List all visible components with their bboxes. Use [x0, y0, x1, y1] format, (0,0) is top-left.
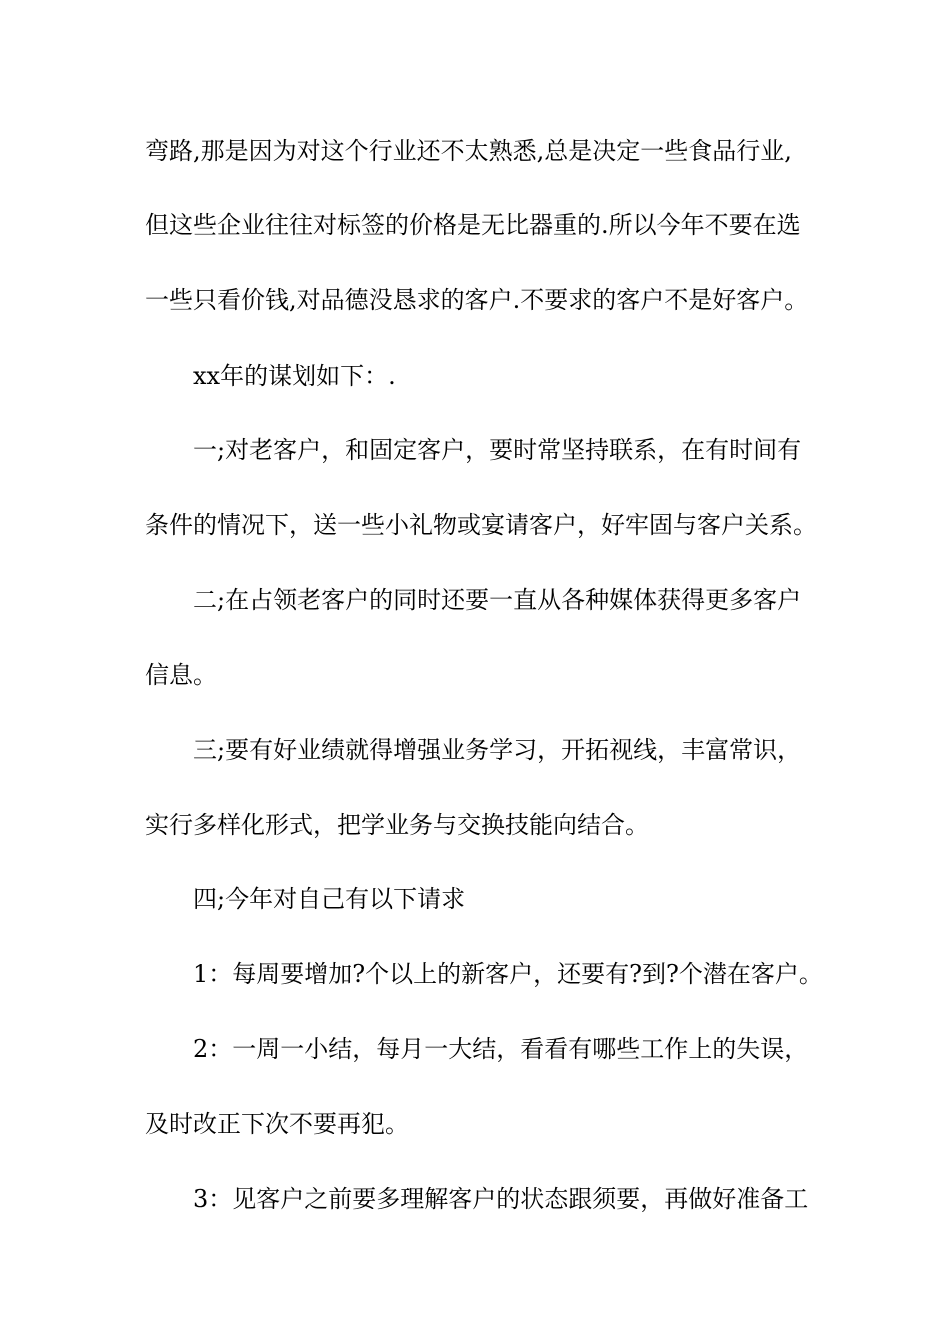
text-line: 三;要有好业绩就得增强业务学习，开拓视线，丰富常识，	[193, 736, 802, 764]
text-line: 2：一周一小结，每月一大结，看看有哪些工作上的失误，	[193, 1035, 809, 1063]
text-line: 1：每周要增加?个以上的新客户，还要有?到?个潜在客户。	[193, 960, 823, 988]
text-line: 一;对老客户，和固定客户，要时常坚持联系，在有时间有	[193, 436, 802, 464]
text-line: 四;今年对自己有以下请求	[193, 885, 466, 913]
text-line: 二;在占领老客户的同时还要一直从各种媒体获得更多客户	[193, 586, 802, 614]
text-line: 信息。	[145, 661, 217, 689]
text-line: xx年的谋划如下：.	[193, 362, 396, 390]
text-line: 实行多样化形式，把学业务与交换技能向结合。	[145, 811, 649, 839]
text-line: 3：见客户之前要多理解客户的状态跟须要，再做好准备工	[193, 1185, 809, 1213]
text-line: 及时改正下次不要再犯。	[145, 1110, 409, 1138]
text-line: 弯路,那是因为对这个行业还不太熟悉,总是决定一些食品行业,	[145, 137, 792, 165]
text-line: 但这些企业往往对标签的价格是无比器重的.所以今年不要在选	[145, 211, 801, 239]
text-line: 条件的情况下，送一些小礼物或宴请客户，好牢固与客户关系。	[145, 511, 817, 539]
text-line: 一些只看价钱,对品德没恳求的客户.不要求的客户不是好客户。	[145, 286, 809, 314]
